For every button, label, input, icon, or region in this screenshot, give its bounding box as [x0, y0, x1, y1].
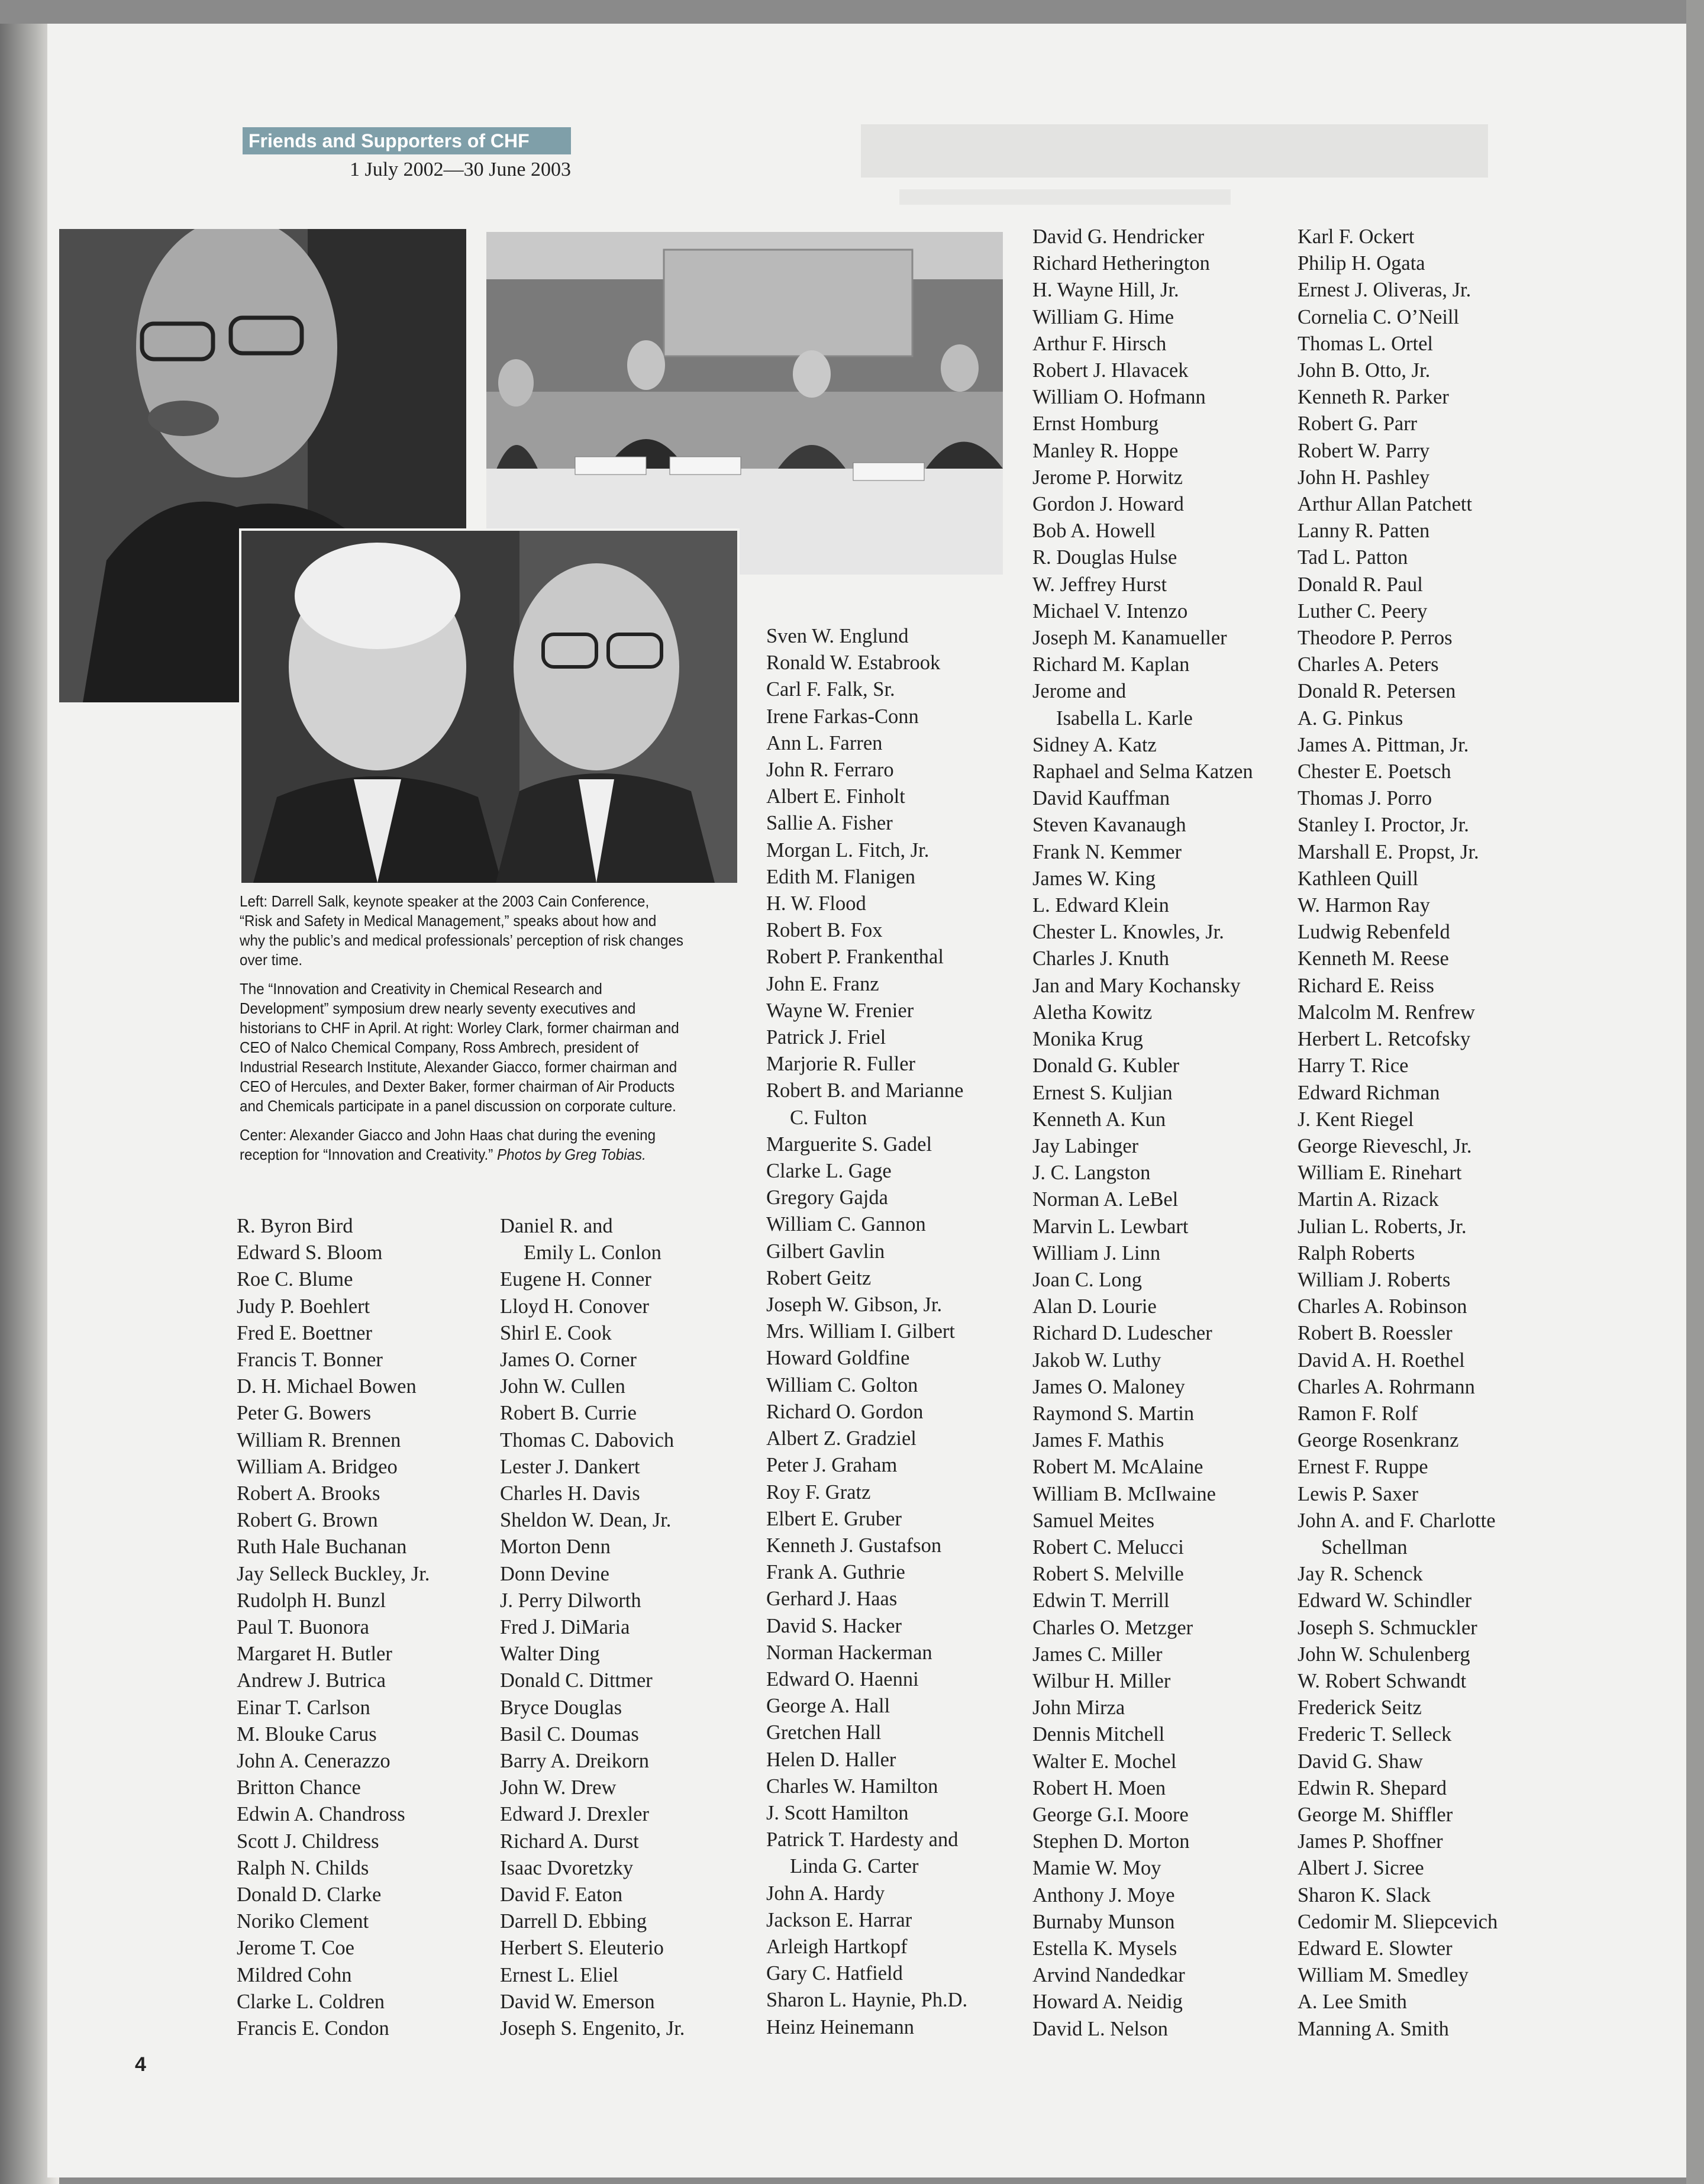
supporter-name: Jay Selleck Buckley, Jr. [237, 1562, 430, 1585]
supporter-name: Frederic T. Selleck [1298, 1723, 1452, 1746]
supporter-name: Marshall E. Propst, Jr. [1298, 840, 1479, 863]
supporter-name: Martin A. Rizack [1298, 1188, 1439, 1211]
supporter-name: Robert S. Melville [1032, 1563, 1184, 1586]
supporter-name: J. Perry Dilworth [500, 1589, 641, 1612]
supporter-name: John B. Otto, Jr. [1298, 359, 1431, 382]
supporter-name: Jerome and [1032, 680, 1127, 703]
supporter-name: Carl F. Falk, Sr. [766, 678, 895, 701]
supporter-name: Julian L. Roberts, Jr. [1298, 1215, 1467, 1238]
supporter-name: Frank N. Kemmer [1032, 840, 1182, 863]
supporter-name: Richard O. Gordon [766, 1400, 924, 1423]
supporter-name: James F. Mathis [1032, 1429, 1164, 1452]
supporter-name: Joseph S. Engenito, Jr. [500, 2017, 685, 2040]
supporter-name: Richard D. Ludescher [1032, 1322, 1212, 1345]
page-number: 4 [135, 2053, 146, 2076]
supporter-name: Robert J. Hlavacek [1032, 359, 1189, 382]
supporter-name: Anthony J. Moye [1032, 1883, 1175, 1906]
supporter-name: W. Harmon Ray [1298, 894, 1430, 917]
supporter-name: David G. Shaw [1298, 1750, 1423, 1773]
supporter-name: Joan C. Long [1032, 1268, 1142, 1291]
supporter-name: Robert P. Frankenthal [766, 946, 944, 969]
supporter-name: John H. Pashley [1298, 466, 1430, 489]
supporter-name: Dennis Mitchell [1032, 1723, 1165, 1746]
name-column-2 [500, 1213, 685, 2042]
supporter-name: Arthur F. Hirsch [1032, 332, 1167, 355]
supporter-name: Edward S. Bloom [237, 1241, 383, 1264]
supporter-name: Edward J. Drexler [500, 1803, 649, 1826]
supporter-name: A. Lee Smith [1298, 1991, 1407, 2014]
supporter-name: William A. Bridgeo [237, 1455, 398, 1478]
supporter-name: William G. Hime [1032, 305, 1174, 328]
supporter-name: Patrick T. Hardesty and [766, 1828, 958, 1851]
supporter-name: Robert G. Brown [237, 1509, 378, 1532]
caption-center-text: Center: Alexander Giacco and John Haas chat during the evening reception for “Innovation and Creativity.” [240, 1126, 656, 1163]
supporter-name: Ann L. Farren [766, 731, 883, 754]
supporter-name: Fred E. Boettner [237, 1321, 372, 1344]
caption-innovation: The “Innovation and Creativity in Chemical Research and Development” symposium drew nearly seventy executives and historians to CHF in April. At right: Worley Clark, former chairman and CEO of Nalco Chemical Company, Ross Ambrech, president of Industrial Research Institute, Alexander Giacco, former chairman and CEO of Hercules, and Dexter Baker, former chairman of Air Products and Chemicals participate in a panel discussion on corporate culture. [240, 980, 679, 1115]
supporter-name: William J. Roberts [1298, 1268, 1451, 1291]
supporter-name: Morgan L. Fitch, Jr. [766, 838, 930, 862]
supporter-name: Helen D. Haller [766, 1748, 896, 1771]
supporter-name: Lanny R. Patten [1298, 520, 1430, 543]
supporter-name: D. H. Michael Bowen [237, 1375, 417, 1398]
supporter-name: Herbert S. Eleuterio [500, 1937, 664, 1960]
supporter-name: Arleigh Hartkopf [766, 1935, 908, 1958]
supporter-name: David F. Eaton [500, 1883, 623, 1906]
supporter-name: Gerhard J. Haas [766, 1588, 898, 1611]
supporter-name: Richard A. Durst [500, 1830, 639, 1853]
supporter-name: Joseph S. Schmuckler [1298, 1616, 1477, 1639]
supporter-name: Judy P. Boehlert [237, 1295, 370, 1318]
supporter-name: Herbert L. Retcofsky [1298, 1028, 1471, 1051]
supporter-name: Elbert E. Gruber [766, 1507, 902, 1530]
supporter-name: Bryce Douglas [500, 1696, 622, 1719]
supporter-name: James P. Shoffner [1298, 1830, 1443, 1853]
show-through-line [899, 189, 1231, 205]
supporter-name: Noriko Clement [237, 1910, 369, 1933]
supporter-name: Francis T. Bonner [237, 1349, 383, 1372]
supporter-name: Donald G. Kubler [1032, 1054, 1180, 1078]
supporter-name: Heinz Heinemann [766, 2015, 915, 2038]
supporter-name: Jerome P. Horwitz [1032, 466, 1183, 489]
supporter-name: John W. Cullen [500, 1375, 625, 1398]
supporter-name: William C. Gannon [766, 1213, 926, 1236]
supporter-name: H. Wayne Hill, Jr. [1032, 279, 1179, 302]
caption-center [240, 1125, 684, 1164]
supporter-name: Ruth Hale Buchanan [237, 1535, 407, 1559]
supporter-name: Einar T. Carlson [237, 1696, 370, 1719]
supporter-name: Robert G. Parr [1298, 412, 1418, 435]
supporter-name: Charles H. Davis [500, 1482, 640, 1505]
supporter-name: Gregory Gajda [766, 1186, 888, 1209]
supporter-name: Ludwig Rebenfeld [1298, 921, 1450, 944]
supporter-name: Marguerite S. Gadel [766, 1133, 932, 1156]
supporter-name: Richard Hetherington [1032, 252, 1210, 275]
supporter-name: Richard E. Reiss [1298, 974, 1434, 997]
supporter-name: Robert M. McAlaine [1032, 1456, 1203, 1479]
supporter-name: George Rieveschl, Jr. [1298, 1134, 1472, 1157]
supporter-name: Morton Denn [500, 1535, 611, 1559]
supporter-name: Tad L. Patton [1298, 546, 1408, 569]
supporter-name: Harry T. Rice [1298, 1054, 1409, 1078]
supporter-name: Steven Kavanaugh [1032, 814, 1186, 837]
supporter-name: Edward O. Haenni [766, 1667, 919, 1691]
supporter-name: Raymond S. Martin [1032, 1402, 1195, 1425]
supporter-name: J. Scott Hamilton [766, 1801, 909, 1824]
supporter-name: Charles O. Metzger [1032, 1616, 1193, 1639]
supporter-name: Albert E. Finholt [766, 785, 905, 808]
supporter-name: Sidney A. Katz [1032, 733, 1157, 756]
supporter-name: L. Edward Klein [1032, 894, 1169, 917]
supporter-name: Rudolph H. Bunzl [237, 1589, 386, 1612]
supporter-name: Margaret H. Butler [237, 1643, 392, 1666]
supporter-name: James O. Corner [500, 1349, 637, 1372]
supporter-name: Malcolm M. Renfrew [1298, 1001, 1475, 1024]
supporter-name: John E. Franz [766, 972, 879, 995]
photo-panel-discussion [486, 232, 1003, 575]
section-banner: Friends and Supporters of CHF [243, 127, 571, 154]
supporter-name: David W. Emerson [500, 1990, 655, 2013]
supporter-name: Basil C. Doumas [500, 1722, 639, 1746]
supporter-name: Marjorie R. Fuller [766, 1053, 915, 1076]
supporter-name: James C. Miller [1032, 1643, 1163, 1666]
supporter-name: W. Jeffrey Hurst [1032, 573, 1167, 596]
supporter-name: Gretchen Hall [766, 1721, 882, 1744]
supporter-name: Luther C. Peery [1298, 599, 1428, 622]
supporter-name: Fred J. DiMaria [500, 1616, 630, 1639]
supporter-name: George A. Hall [766, 1695, 890, 1718]
name-column-5 [1298, 224, 1498, 2043]
supporter-name: Alan D. Lourie [1032, 1295, 1157, 1318]
supporter-name: David G. Hendricker [1032, 225, 1205, 248]
supporter-name: Walter E. Mochel [1032, 1750, 1177, 1773]
supporter-name: James W. King [1032, 867, 1156, 890]
supporter-name: R. Douglas Hulse [1032, 546, 1177, 569]
supporter-name: Charles A. Peters [1298, 653, 1439, 676]
supporter-name: Mrs. William I. Gilbert [766, 1320, 955, 1343]
supporter-name: Lester J. Dankert [500, 1455, 640, 1478]
supporter-name: Darrell D. Ebbing [500, 1910, 647, 1933]
supporter-name: William R. Brennen [237, 1428, 401, 1451]
supporter-name: Donald R. Petersen [1298, 680, 1456, 703]
supporter-name: Samuel Meites [1032, 1509, 1155, 1532]
supporter-name: Jerome T. Coe [237, 1937, 354, 1960]
supporter-name: Edward Richman [1298, 1081, 1440, 1104]
supporter-name: Charles A. Robinson [1298, 1295, 1467, 1318]
supporter-name: Kenneth R. Parker [1298, 386, 1449, 409]
supporter-name: Donn Devine [500, 1562, 609, 1585]
supporter-name: Marvin L. Lewbart [1032, 1215, 1189, 1238]
supporter-name: Kenneth A. Kun [1032, 1108, 1166, 1131]
supporter-name: Jakob W. Luthy [1032, 1349, 1161, 1372]
supporter-name: Philip H. Ogata [1298, 252, 1425, 275]
supporter-name: George G.I. Moore [1032, 1803, 1189, 1826]
supporter-name: John W. Schulenberg [1298, 1643, 1470, 1666]
supporter-name: Richard M. Kaplan [1032, 653, 1190, 676]
supporter-name: William B. McIlwaine [1032, 1482, 1216, 1505]
supporter-name: Edwin T. Merrill [1032, 1589, 1170, 1612]
supporter-name: Sven W. Englund [766, 625, 909, 647]
supporter-name: Sharon K. Slack [1298, 1883, 1431, 1906]
supporter-name: Cedomir M. Sliepcevich [1298, 1910, 1498, 1933]
supporter-name: John A. and F. Charlotte [1298, 1509, 1496, 1532]
supporter-name: Chester E. Poetsch [1298, 760, 1451, 783]
supporter-name: Jay R. Schenck [1298, 1563, 1423, 1586]
supporter-name: Albert J. Sicree [1298, 1857, 1424, 1880]
supporter-name: H. W. Flood [766, 892, 866, 915]
supporter-name: Wayne W. Frenier [766, 999, 914, 1022]
name-continuation: Isabella L. Karle [1056, 707, 1193, 730]
page-edge [1686, 0, 1704, 2184]
supporter-name: William O. Hofmann [1032, 386, 1206, 409]
supporter-name: John W. Drew [500, 1776, 617, 1799]
supporter-name: Barry A. Dreikorn [500, 1750, 649, 1773]
supporter-name: Irene Farkas-Conn [766, 705, 919, 728]
supporter-name: Peter J. Graham [766, 1454, 898, 1477]
supporter-name: Norman A. LeBel [1032, 1188, 1179, 1211]
supporter-name: Kenneth M. Reese [1298, 947, 1449, 970]
supporter-name: Sheldon W. Dean, Jr. [500, 1509, 672, 1532]
supporter-name: R. Byron Bird [237, 1215, 353, 1237]
supporter-name: Wilbur H. Miller [1032, 1669, 1171, 1692]
supporter-name: Donald C. Dittmer [500, 1669, 653, 1692]
supporter-name: Sallie A. Fisher [766, 812, 893, 835]
supporter-name: Ernst Homburg [1032, 412, 1159, 435]
supporter-name: Thomas C. Dabovich [500, 1428, 674, 1451]
supporter-name: Aletha Kowitz [1032, 1001, 1153, 1024]
supporter-name: Stanley I. Proctor, Jr. [1298, 814, 1469, 837]
name-continuation: Emily L. Conlon [524, 1241, 661, 1264]
supporter-name: William J. Linn [1032, 1241, 1161, 1264]
supporter-name: Howard Goldfine [766, 1347, 910, 1370]
supporter-name: James A. Pittman, Jr. [1298, 733, 1469, 756]
supporter-name: Thomas L. Ortel [1298, 332, 1433, 355]
supporter-name: Donald R. Paul [1298, 573, 1423, 596]
supporter-name: Arthur Allan Patchett [1298, 493, 1473, 516]
supporter-name: Frank A. Guthrie [766, 1561, 905, 1584]
supporter-name: Cornelia C. O’Neill [1298, 305, 1460, 328]
supporter-name: Robert C. Melucci [1032, 1535, 1184, 1559]
supporter-name: Charles A. Rohrmann [1298, 1375, 1475, 1398]
supporter-name: Edwin A. Chandross [237, 1803, 405, 1826]
supporter-name: Shirl E. Cook [500, 1321, 612, 1344]
supporter-name: Robert B. Roessler [1298, 1322, 1453, 1345]
supporter-name: Charles W. Hamilton [766, 1775, 938, 1798]
supporter-name: Walter Ding [500, 1643, 600, 1666]
supporter-name: John Mirza [1032, 1696, 1125, 1720]
supporter-name: Ronald W. Estabrook [766, 651, 941, 675]
supporter-name: David Kauffman [1032, 787, 1170, 810]
supporter-name: Robert A. Brooks [237, 1482, 380, 1505]
supporter-name: Lloyd H. Conover [500, 1295, 650, 1318]
supporter-name: Gilbert Gavlin [766, 1240, 885, 1263]
supporter-name: Edwin R. Shepard [1298, 1776, 1447, 1799]
supporter-name: Sharon L. Haynie, Ph.D. [766, 1989, 968, 2012]
supporter-name: Robert B. and Marianne [766, 1079, 964, 1102]
supporter-name: Robert B. Currie [500, 1402, 637, 1425]
supporter-name: Thomas J. Porro [1298, 787, 1432, 810]
supporter-name: Manley R. Hoppe [1032, 439, 1179, 462]
name-continuation: C. Fulton [790, 1106, 867, 1129]
photo-giacco-haas [241, 531, 737, 883]
supporter-name: Roy F. Gratz [766, 1480, 871, 1504]
supporter-name: Francis E. Condon [237, 2017, 389, 2040]
show-through-banner [861, 124, 1488, 178]
supporter-name: Daniel R. and [500, 1215, 613, 1237]
supporter-name: Patrick J. Friel [766, 1026, 886, 1049]
supporter-name: Robert H. Moen [1032, 1776, 1166, 1799]
name-continuation: Linda G. Carter [790, 1855, 919, 1878]
caption-left: Left: Darrell Salk, keynote speaker at the 2003 Cain Conference, “Risk and Safety in Medical Management,” speaks about how and why the public’s and medical professionals’ perception of risk changes over time. [240, 892, 684, 969]
supporter-name: Mamie W. Moy [1032, 1857, 1161, 1880]
supporter-name: Paul T. Buonora [237, 1616, 369, 1639]
supporter-name: Howard A. Neidig [1032, 1991, 1183, 2014]
supporter-name: David A. H. Roethel [1298, 1349, 1465, 1372]
supporter-name: Donald D. Clarke [237, 1883, 382, 1906]
name-column-3 [766, 623, 967, 2041]
supporter-name: Joseph M. Kanamueller [1032, 627, 1227, 650]
supporter-name: Eugene H. Conner [500, 1268, 651, 1291]
supporter-name: Clarke L. Coldren [237, 1990, 385, 2013]
supporter-name: George M. Shiffler [1298, 1803, 1453, 1826]
supporter-name: Ernest J. Oliveras, Jr. [1298, 279, 1471, 302]
supporter-name: Monika Krug [1032, 1028, 1143, 1051]
supporter-name: Gordon J. Howard [1032, 493, 1184, 516]
supporter-name: Arvind Nandedkar [1032, 1964, 1185, 1987]
supporter-name: William M. Smedley [1298, 1964, 1469, 1987]
photo-credit: Photos by Greg Tobias. [497, 1146, 646, 1163]
supporter-name: George Rosenkranz [1298, 1429, 1459, 1452]
supporter-name: Clarke L. Gage [766, 1160, 892, 1183]
name-column-4 [1032, 224, 1253, 2043]
supporter-name: Jackson E. Harrar [766, 1908, 912, 1931]
supporter-name: J. C. Langston [1032, 1162, 1151, 1185]
supporter-name: Robert W. Parry [1298, 439, 1430, 462]
supporter-name: David S. Hacker [766, 1614, 902, 1637]
supporter-name: Jay Labinger [1032, 1134, 1139, 1157]
name-column-1 [237, 1213, 430, 2042]
supporter-name: Ernest L. Eliel [500, 1963, 619, 1986]
supporter-name: Lewis P. Saxer [1298, 1482, 1419, 1505]
supporter-name: Roe C. Blume [237, 1268, 353, 1291]
supporter-name: Frederick Seitz [1298, 1696, 1422, 1720]
supporter-name: John A. Hardy [766, 1882, 885, 1905]
supporter-name: William E. Rinehart [1298, 1162, 1462, 1185]
supporter-name: William C. Golton [766, 1373, 918, 1396]
supporter-name: Michael V. Intenzo [1032, 599, 1188, 622]
supporter-name: Albert Z. Gradziel [766, 1427, 916, 1450]
supporter-name: Ralph Roberts [1298, 1241, 1415, 1264]
supporter-name: Britton Chance [237, 1776, 361, 1799]
supporter-name: Ralph N. Childs [237, 1856, 369, 1879]
supporter-name: Raphael and Selma Katzen [1032, 760, 1253, 783]
supporter-name: Karl F. Ockert [1298, 225, 1415, 248]
supporter-name: Kenneth J. Gustafson [766, 1534, 942, 1557]
supporter-name: Robert B. Fox [766, 919, 883, 942]
supporter-name: Jan and Mary Kochansky [1032, 974, 1241, 997]
supporter-name: David L. Nelson [1032, 2017, 1169, 2040]
supporter-name: Kathleen Quill [1298, 867, 1419, 890]
supporter-name: Ernest F. Ruppe [1298, 1456, 1428, 1479]
supporter-name: Peter G. Bowers [237, 1402, 372, 1425]
supporter-name: Gary C. Hatfield [766, 1962, 903, 1985]
supporter-name: A. G. Pinkus [1298, 707, 1403, 730]
supporter-name: John A. Cenerazzo [237, 1750, 390, 1773]
supporter-name: Scott J. Childress [237, 1830, 379, 1853]
supporter-name: Ernest S. Kuljian [1032, 1081, 1173, 1104]
supporter-name: J. Kent Riegel [1298, 1108, 1414, 1131]
supporter-name: Edith M. Flanigen [766, 865, 916, 888]
date-range: 1 July 2002—30 June 2003 [350, 159, 571, 180]
supporter-name: Theodore P. Perros [1298, 627, 1453, 650]
supporter-name: Estella K. Mysels [1032, 1937, 1177, 1960]
name-continuation: Schellman [1321, 1535, 1408, 1559]
supporter-name: Edward E. Slowter [1298, 1937, 1453, 1960]
supporter-name: Andrew J. Butrica [237, 1669, 386, 1692]
supporter-name: Edward W. Schindler [1298, 1589, 1472, 1612]
supporter-name: Chester L. Knowles, Jr. [1032, 921, 1224, 944]
supporter-name: Bob A. Howell [1032, 520, 1156, 543]
supporter-name: Joseph W. Gibson, Jr. [766, 1293, 943, 1317]
supporter-name: Charles J. Knuth [1032, 947, 1169, 970]
supporter-name: W. Robert Schwandt [1298, 1669, 1467, 1692]
supporter-name: James O. Maloney [1032, 1375, 1185, 1398]
supporter-name: Isaac Dvoretzky [500, 1856, 634, 1879]
supporter-name: Stephen D. Morton [1032, 1830, 1190, 1853]
supporter-name: Burnaby Munson [1032, 1910, 1175, 1933]
supporter-name: Mildred Cohn [237, 1963, 352, 1986]
photo-captions [240, 892, 684, 1174]
supporter-name: Ramon F. Rolf [1298, 1402, 1418, 1425]
supporter-name: John R. Ferraro [766, 759, 894, 782]
supporter-name: Norman Hackerman [766, 1641, 932, 1664]
supporter-name: Manning A. Smith [1298, 2017, 1449, 2040]
supporter-name: Robert Geitz [766, 1266, 872, 1289]
supporter-name: M. Blouke Carus [237, 1722, 377, 1746]
